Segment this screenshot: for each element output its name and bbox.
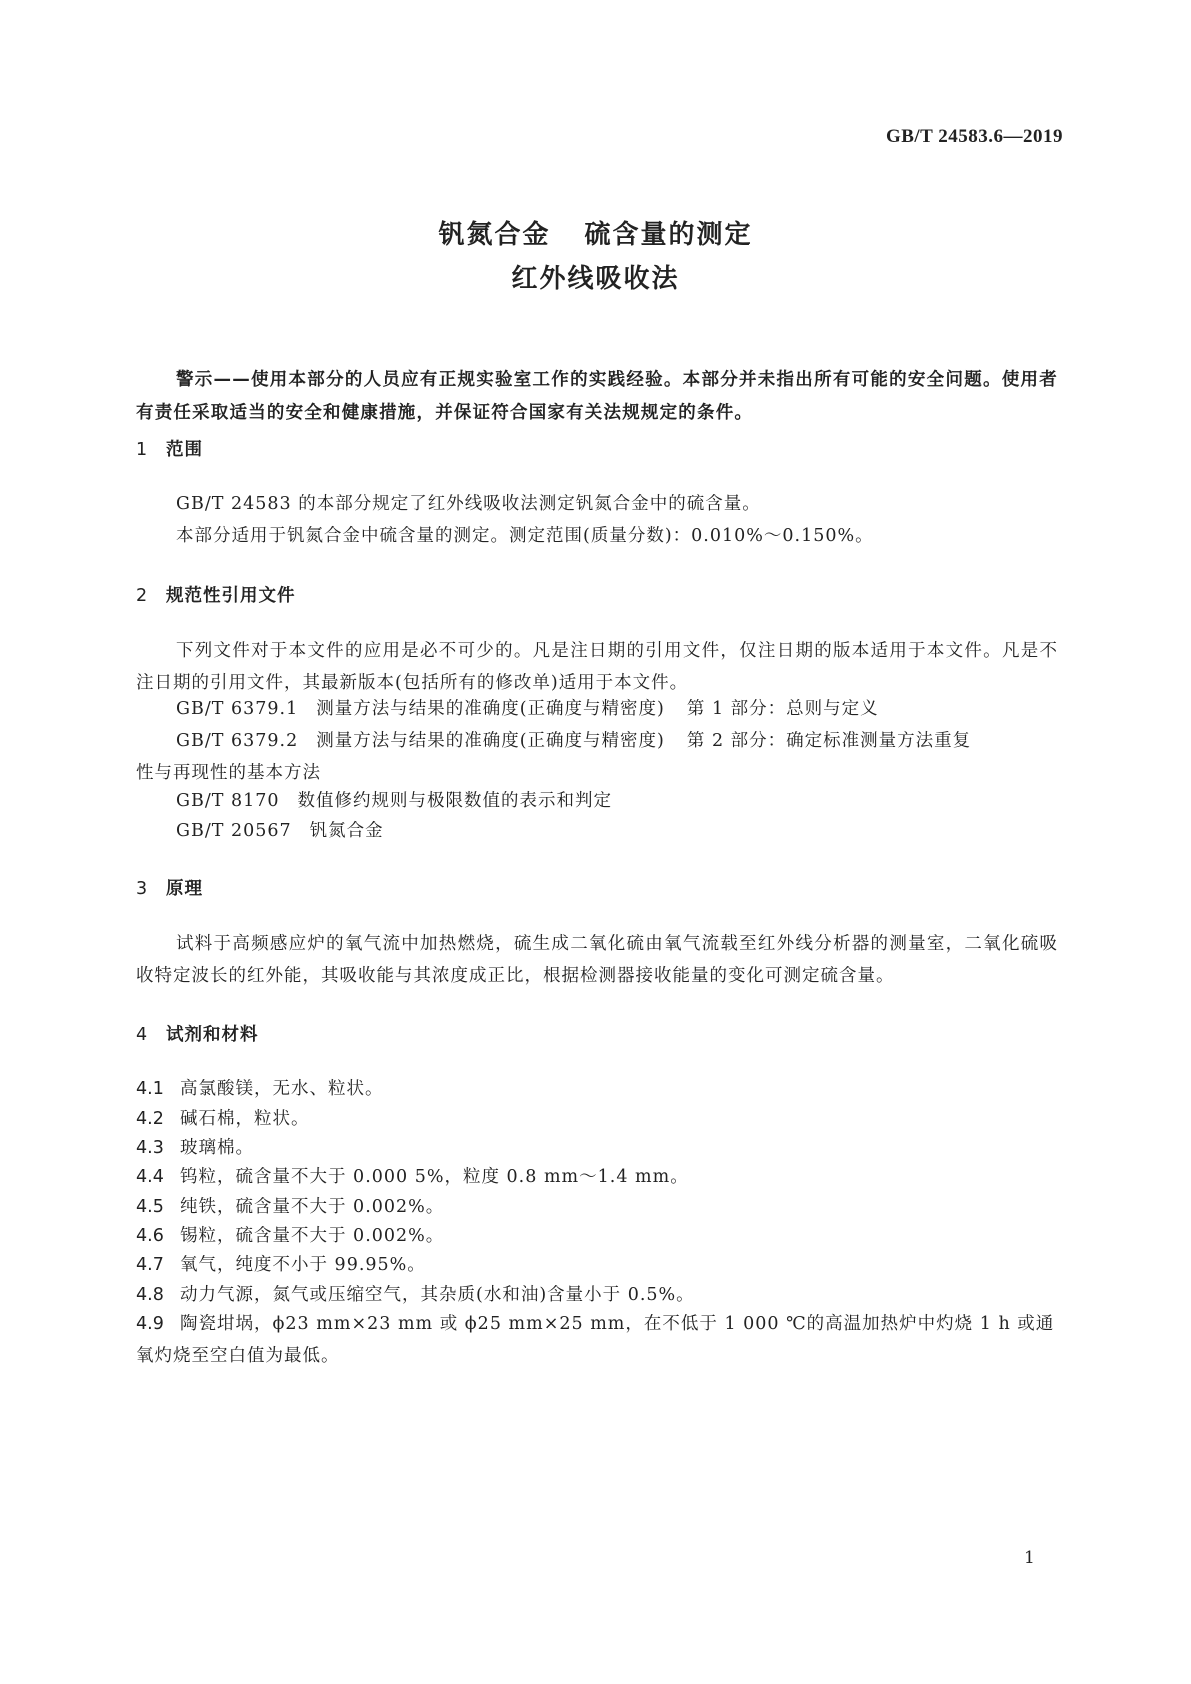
reference-title: 测量方法与结果的准确度(正确度与精密度) (316, 731, 665, 751)
item-number: 4.8 (136, 1285, 164, 1305)
reference-item (136, 725, 1058, 789)
reference-part: 第 1 部分：总则与定义 (686, 699, 879, 719)
item-text: 纯铁，硫含量不大于 0.002%。 (180, 1197, 445, 1217)
page-number: 1 (1024, 1548, 1035, 1568)
reference-continuation: 性与再现性的基本方法 (136, 763, 321, 783)
item-text: 动力气源，氮气或压缩空气，其杂质(水和油)含量小于 0.5%。 (180, 1285, 695, 1305)
list-item (136, 1279, 1058, 1311)
safety-warning: 警示——使用本部分的人员应有正规实验室工作的实践经验。本部分并未指出所有可能的安全问题。使用者有责任采取适当的安全和健康措施，并保证符合国家有关法规规定的条件。 (136, 370, 1058, 423)
reference-title: 钒氮合金 (309, 821, 384, 841)
reference-title: 数值修约规则与极限数值的表示和判定 (297, 791, 613, 811)
list-item (136, 1308, 1058, 1372)
reference-item (136, 693, 1058, 725)
section-2-title: 规范性引用文件 (166, 586, 296, 606)
item-number: 4.3 (136, 1138, 164, 1158)
item-number: 4.4 (136, 1167, 164, 1187)
item-text: 玻璃棉。 (180, 1138, 254, 1158)
list-item (136, 1249, 1058, 1281)
section-2-intro: 下列文件对于本文件的应用是必不可少的。凡是注日期的引用文件，仅注日期的版本适用于本文件。凡是不注日期的引用文件，其最新版本(包括所有的修改单)适用于本文件。 (136, 641, 1058, 693)
item-text: 锡粒，硫含量不大于 0.002%。 (180, 1226, 445, 1246)
section-4-heading (136, 1021, 259, 1046)
reference-code: GB/T 6379.1 (176, 699, 299, 719)
item-number: 4.5 (136, 1197, 164, 1217)
item-text: 高氯酸镁，无水、粒状。 (180, 1079, 384, 1099)
list-item (136, 1220, 1058, 1252)
item-text: 氧气，纯度不小于 99.95%。 (180, 1255, 426, 1275)
section-4-title: 试剂和材料 (166, 1025, 259, 1045)
section-1-number: 1 (136, 440, 149, 460)
item-text: 陶瓷坩埚，ϕ23 mm×23 mm 或 ϕ25 mm×25 mm，在不低于 1 000 ℃的高温加热炉中灼烧 1 h 或通氧灼烧至空白值为最低。 (136, 1314, 1055, 1366)
section-3-number: 3 (136, 879, 149, 899)
document-title-line2: 红外线吸收法 (511, 264, 680, 294)
item-number: 4.9 (136, 1314, 164, 1334)
reference-code: GB/T 20567 (176, 821, 292, 841)
list-item (136, 1161, 1058, 1193)
reference-title: 测量方法与结果的准确度(正确度与精密度) (316, 699, 665, 719)
title-part1: 钒氮合金 (438, 220, 551, 250)
section-1-heading (136, 436, 203, 461)
reference-item (136, 815, 1058, 847)
list-item (136, 1191, 1058, 1223)
item-number: 4.6 (136, 1226, 164, 1246)
reference-code: GB/T 6379.2 (176, 731, 299, 751)
section-2-number: 2 (136, 586, 149, 606)
item-text: 碱石棉，粒状。 (180, 1109, 310, 1129)
item-number: 4.7 (136, 1255, 164, 1275)
section-4-number: 4 (136, 1025, 149, 1045)
item-text: 钨粒，硫含量不大于 0.000 5%，粒度 0.8 mm～1.4 mm。 (180, 1167, 689, 1187)
section-3-paragraph: 试料于高频感应炉的氧气流中加热燃烧，硫生成二氧化硫由氧气流载至红外线分析器的测量室，二氧化硫吸收特定波长的红外能，其吸收能与其浓度成正比，根据检测器接收能量的变化可测定硫含量。 (136, 934, 1058, 986)
reference-part: 第 2 部分：确定标准测量方法重复 (686, 731, 972, 751)
reference-code: GB/T 8170 (176, 791, 280, 811)
item-number: 4.1 (136, 1079, 164, 1099)
title-part2: 硫含量的测定 (584, 220, 753, 250)
standard-number: GB/T 24583.6—2019 (885, 126, 1063, 147)
reference-item (136, 785, 1058, 817)
section-1-paragraph-1: GB/T 24583 的本部分规定了红外线吸收法测定钒氮合金中的硫含量。 (176, 494, 761, 514)
section-3-heading (136, 875, 203, 900)
item-number: 4.2 (136, 1109, 164, 1129)
section-2-heading (136, 582, 296, 607)
list-item (136, 1132, 1058, 1164)
document-title-line1 (0, 214, 1191, 251)
section-1-title: 范围 (166, 440, 203, 460)
list-item (136, 1103, 1058, 1135)
section-3-title: 原理 (166, 879, 203, 899)
list-item (136, 1073, 1058, 1105)
section-1-paragraph-2: 本部分适用于钒氮合金中硫含量的测定。测定范围(质量分数)：0.010%～0.150%。 (176, 526, 874, 546)
